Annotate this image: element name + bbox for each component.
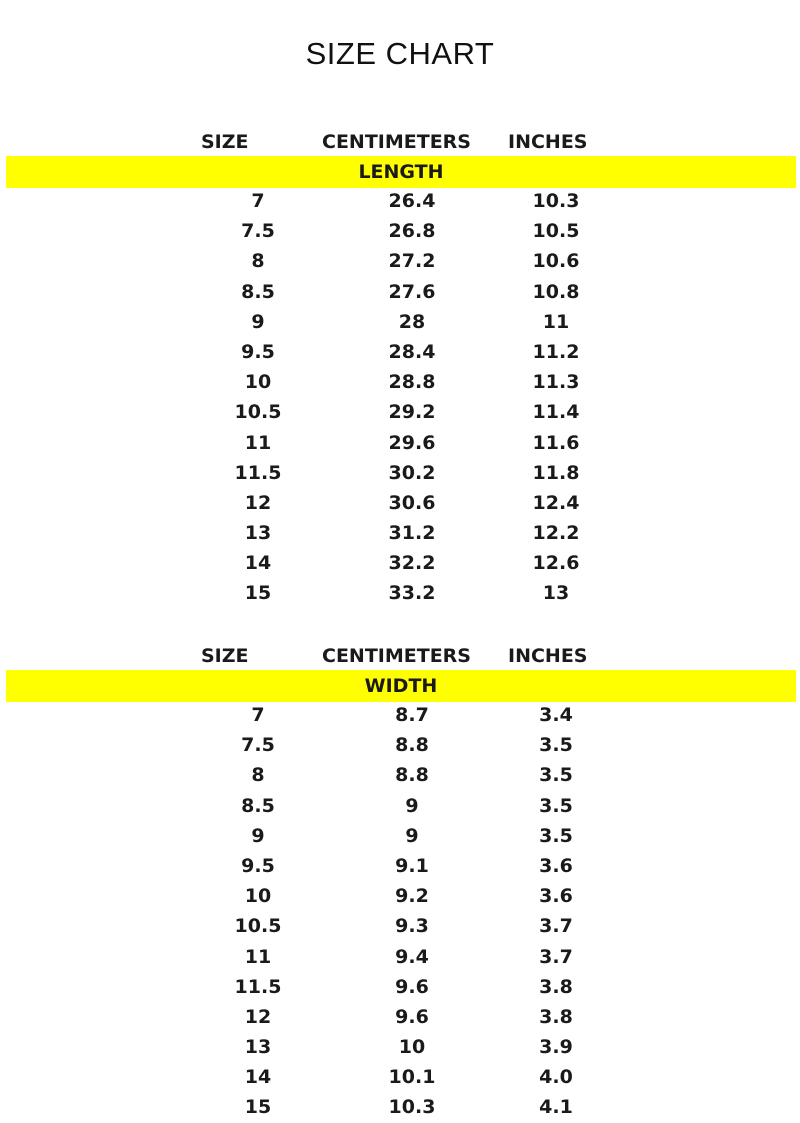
header-centimeters: CENTIMETERS <box>322 645 471 667</box>
size-cell: 8 <box>251 250 265 273</box>
size-cell: 10.5 <box>234 915 282 938</box>
header-inches: INCHES <box>508 645 588 667</box>
size-cell: 8 <box>251 764 265 787</box>
size-cell: 7.5 <box>241 220 275 243</box>
size-cell: 13 <box>244 1036 272 1059</box>
inches-cell: 4.0 <box>539 1066 573 1089</box>
centimeters-cell: 8.8 <box>395 734 429 757</box>
size-cell: 11 <box>244 945 272 968</box>
inches-cell: 13 <box>542 582 570 605</box>
inches-cell: 11.8 <box>532 461 580 484</box>
header-inches: INCHES <box>508 131 588 153</box>
size-cell: 12 <box>244 1005 272 1028</box>
table-row <box>0 911 800 941</box>
inches-cell: 3.5 <box>539 794 573 817</box>
header-size: SIZE <box>201 645 249 667</box>
inches-cell: 12.4 <box>532 491 580 514</box>
size-cell: 9.5 <box>241 854 275 877</box>
size-cell: 15 <box>244 1096 272 1119</box>
centimeters-cell: 26.8 <box>388 220 436 243</box>
inches-cell: 3.5 <box>539 824 573 847</box>
centimeters-cell: 31.2 <box>388 522 436 545</box>
size-cell: 15 <box>244 582 272 605</box>
size-cell: 11.5 <box>234 461 282 484</box>
inches-cell: 4.1 <box>539 1096 573 1119</box>
centimeters-cell: 10.3 <box>388 1096 436 1119</box>
size-cell: 11.5 <box>234 975 282 998</box>
centimeters-cell: 27.6 <box>388 280 436 303</box>
centimeters-cell: 9.4 <box>395 945 429 968</box>
size-cell: 13 <box>244 522 272 545</box>
centimeters-cell: 28 <box>398 310 426 333</box>
centimeters-cell: 26.4 <box>388 190 436 212</box>
width-band: WIDTH <box>6 670 796 702</box>
table-row <box>0 942 800 972</box>
inches-cell: 3.8 <box>539 1005 573 1028</box>
centimeters-cell: 8.7 <box>395 704 429 726</box>
inches-cell: 11.2 <box>532 340 580 363</box>
size-cell: 10.5 <box>234 401 282 424</box>
inches-cell: 3.9 <box>539 1036 573 1059</box>
table-row <box>0 578 800 608</box>
size-cell: 7 <box>251 704 265 726</box>
centimeters-cell: 9.3 <box>395 915 429 938</box>
inches-cell: 11.4 <box>532 401 580 424</box>
inches-cell: 3.6 <box>539 854 573 877</box>
inches-cell: 3.5 <box>539 734 573 757</box>
table-row <box>0 277 800 307</box>
centimeters-cell: 10.1 <box>388 1066 436 1089</box>
table-row <box>0 821 800 851</box>
size-cell: 8.5 <box>241 280 275 303</box>
inches-cell: 10.8 <box>532 280 580 303</box>
inches-cell: 3.7 <box>539 915 573 938</box>
centimeters-cell: 9.6 <box>395 975 429 998</box>
table-row <box>0 1032 800 1062</box>
length-rows <box>0 186 800 609</box>
size-cell: 14 <box>244 1066 272 1089</box>
size-cell: 9 <box>251 310 265 333</box>
centimeters-cell: 27.2 <box>388 250 436 273</box>
centimeters-cell: 29.2 <box>388 401 436 424</box>
centimeters-cell: 28.8 <box>388 371 436 394</box>
table-row <box>0 216 800 246</box>
inches-cell: 3.5 <box>539 764 573 787</box>
table-row <box>0 367 800 397</box>
inches-cell: 11 <box>542 310 570 333</box>
inches-cell: 12.2 <box>532 522 580 545</box>
size-cell: 11 <box>244 431 272 454</box>
table-row <box>0 337 800 367</box>
table-row <box>0 307 800 337</box>
centimeters-cell: 30.6 <box>388 491 436 514</box>
header-size: SIZE <box>201 131 249 153</box>
inches-cell: 10.5 <box>532 220 580 243</box>
table-row <box>0 397 800 427</box>
inches-cell: 11.3 <box>532 371 580 394</box>
size-cell: 7.5 <box>241 734 275 757</box>
table-row <box>0 972 800 1002</box>
inches-cell: 12.6 <box>532 552 580 575</box>
width-rows <box>0 700 800 1123</box>
size-cell: 9 <box>251 824 265 847</box>
inches-cell: 11.6 <box>532 431 580 454</box>
table-row <box>0 760 800 790</box>
inches-cell: 10.6 <box>532 250 580 273</box>
size-cell: 9.5 <box>241 340 275 363</box>
centimeters-cell: 30.2 <box>388 461 436 484</box>
length-band: LENGTH <box>6 156 796 188</box>
centimeters-cell: 9.2 <box>395 885 429 908</box>
centimeters-cell: 9 <box>405 824 419 847</box>
size-cell: 10 <box>244 885 272 908</box>
table-row <box>0 458 800 488</box>
table-row <box>0 791 800 821</box>
table-row <box>0 246 800 276</box>
centimeters-cell: 9.6 <box>395 1005 429 1028</box>
table-row <box>0 488 800 518</box>
inches-cell: 3.7 <box>539 945 573 968</box>
inches-cell: 3.8 <box>539 975 573 998</box>
table-row <box>0 186 800 216</box>
size-cell: 7 <box>251 190 265 212</box>
centimeters-cell: 8.8 <box>395 764 429 787</box>
size-cell: 10 <box>244 371 272 394</box>
size-cell: 12 <box>244 491 272 514</box>
table-row <box>0 1062 800 1092</box>
centimeters-cell: 10 <box>398 1036 426 1059</box>
table-row <box>0 700 800 730</box>
size-cell: 8.5 <box>241 794 275 817</box>
inches-cell: 3.4 <box>539 704 573 726</box>
table-row <box>0 1002 800 1032</box>
centimeters-cell: 32.2 <box>388 552 436 575</box>
centimeters-cell: 33.2 <box>388 582 436 605</box>
header-centimeters: CENTIMETERS <box>322 131 471 153</box>
table-row <box>0 1092 800 1122</box>
centimeters-cell: 9.1 <box>395 854 429 877</box>
size-cell: 14 <box>244 552 272 575</box>
table-row <box>0 851 800 881</box>
page-title: SIZE CHART <box>305 36 495 71</box>
inches-cell: 10.3 <box>532 190 580 212</box>
centimeters-cell: 28.4 <box>388 340 436 363</box>
table-row <box>0 730 800 760</box>
inches-cell: 3.6 <box>539 885 573 908</box>
centimeters-cell: 9 <box>405 794 419 817</box>
table-row <box>0 428 800 458</box>
centimeters-cell: 29.6 <box>388 431 436 454</box>
table-row <box>0 881 800 911</box>
table-row <box>0 548 800 578</box>
table-row <box>0 518 800 548</box>
